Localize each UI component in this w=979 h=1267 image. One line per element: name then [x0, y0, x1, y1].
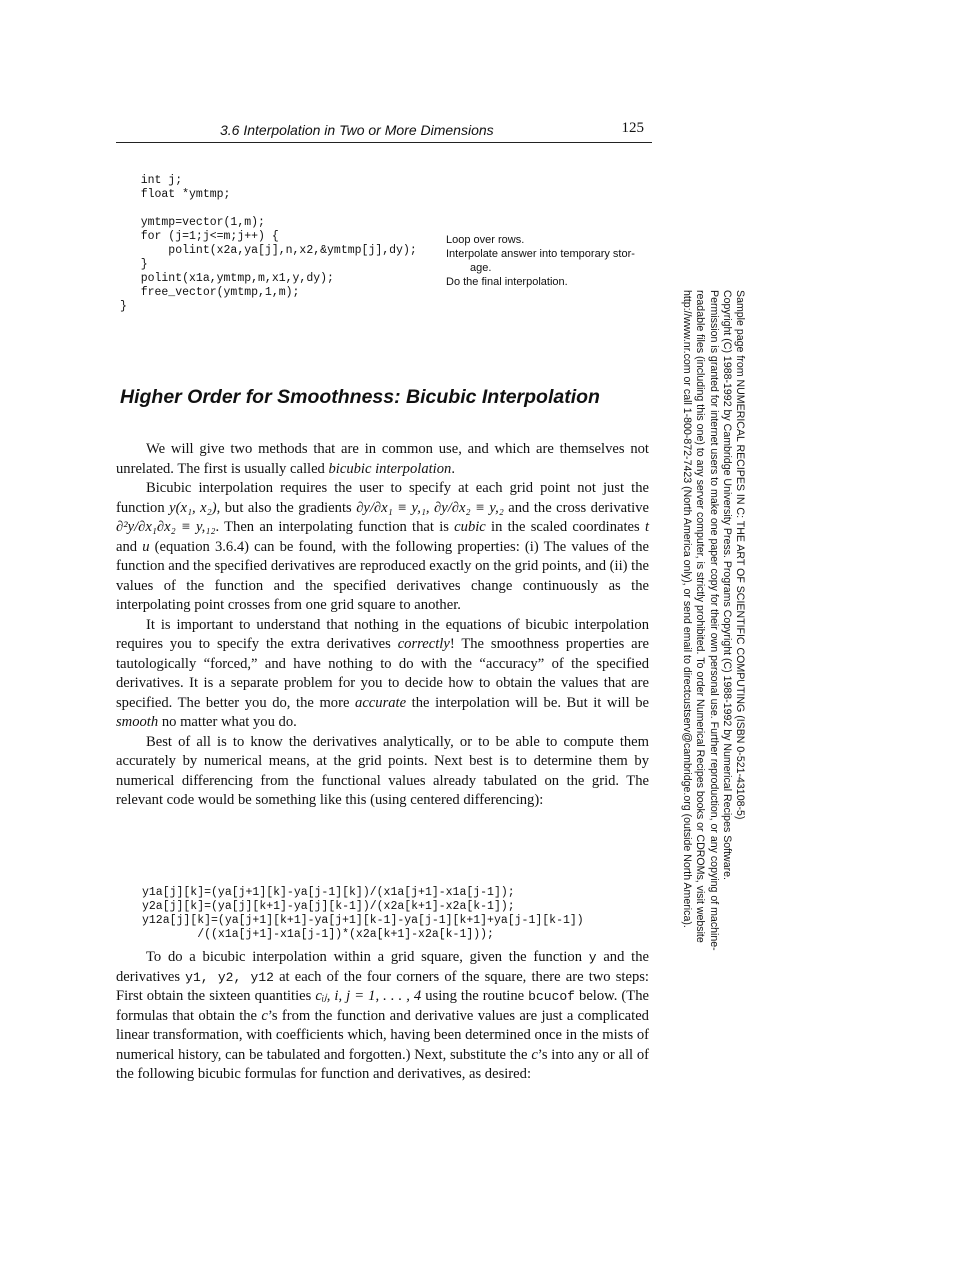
code-line: for (j=1;j<=m;j++) { [120, 230, 279, 243]
body-text-lower [116, 948, 649, 1085]
copyright-sidebar [681, 290, 746, 951]
paragraph-analytic-derivatives: Best of all is to know the derivatives analytically, or to be able to compute them accurately by numerical means, at the grid points. Next best is to determine them by numerical differencing from the functional values already tabulated on the grid. The relevant code would be something like this (using centered differencing): [116, 733, 649, 808]
code-line: float *ymtmp; [120, 188, 231, 201]
paragraph-intro: We will give two methods that are in common use, and which are themselves not unrelated. The first is usually called bicubic interpolation. [116, 441, 649, 477]
section-heading: Higher Order for Smoothness: Bicubic Interpolation [120, 386, 600, 408]
code-block-polin2-end [120, 174, 417, 314]
running-head [116, 120, 652, 143]
body-text-upper [116, 440, 649, 811]
code-line: int j; [120, 174, 183, 187]
code-line [120, 202, 417, 216]
copyright-sidebar-text [680, 290, 746, 951]
copyright-line: http://www.nr.com or call 1-800-872-7423 (North America only), or send email to directcustserv@cambridge.org (outside North America). [681, 290, 694, 928]
code-line: polint(x2a,ya[j],n,x2,&ymtmp[j],dy); [120, 244, 417, 257]
copyright-line: Sample page from NUMERICAL RECIPES IN C: THE ART OF SCIENTIFIC COMPUTING (ISBN 0-521-43108-5) [734, 290, 746, 820]
code-line: free_vector(ymtmp,1,m); [120, 286, 300, 299]
paragraph-derivative-correctness: It is important to understand that nothing in the equations of bicubic interpolation requires you to specify the extra derivatives correctly! The smoothness properties are tautologically “forced,” and have nothing to do with the “accuracy” of the specified derivatives. It is a separate problem for you to decide how to obtain the values that are specified. The better you do, the more accurate the interpolation will be. But it will be smooth no matter what you do. [116, 616, 649, 730]
code-line: polint(x1a,ymtmp,m,x1,y,dy); [120, 272, 334, 285]
code-line: y1a[j][k]=(ya[j+1][k]-ya[j-1][k])/(x1a[j+1]-x1a[j-1]); [142, 886, 515, 899]
code-line: } [120, 300, 127, 313]
comment-final-interpolation: Do the final interpolation. [446, 276, 568, 288]
paragraph-bicubic-steps: To do a bicubic interpolation within a grid square, given the function y and the derivatives y1, y2, y12 at each of the four corners of the square, there are two steps: First obtain the sixteen quantities cᵢⱼ, i, j = 1, . . . , 4 using the routine bcucof below. (The formulas that obtain the c’s from the function and derivative values are just a complicated linear transformation, with coefficients which, having been determined once in the mists of numerical history, can be tabulated and forgotten.) Next, substitute the c’s into any or all of the following bicubic formulas for function and derivatives, as desired: [116, 949, 650, 1082]
code-line: ymtmp=vector(1,m); [120, 216, 265, 229]
copyright-line: Copyright (C) 1988-1992 by Cambridge University Press. Programs Copyright (C) 1988-1992 by Numerical Recipes Software. [720, 290, 733, 880]
comment-loop-rows: Loop over rows. [446, 234, 525, 246]
comment-interpolate-temp: Interpolate answer into temporary stor- [446, 248, 635, 260]
page-number: 125 [621, 120, 644, 136]
code-line: /((x1a[j+1]-x1a[j-1])*(x2a[k+1]-x2a[k-1])); [142, 928, 494, 941]
copyright-line: readable files (including this one) to any server computer, is strictly prohibited. To order Numerical Recipes books or CDROMs, visit website [694, 290, 707, 943]
code-line: y12a[j][k]=(ya[j+1][k+1]-ya[j+1][k-1]-ya[j-1][k+1]+ya[j-1][k-1]) [142, 914, 584, 927]
code-line: } [120, 258, 148, 271]
paragraph-bicubic-requirements: Bicubic interpolation requires the user to specify at each grid point not just the function y(x₁, x₂), but also the gradients ∂y/∂x₁ ≡ y,₁, ∂y/∂x₂ ≡ y,₂ and the cross derivative ∂²y/∂x₁∂x₂ ≡ y,₁₂. Then an interpolating function that is cubic in the scaled coordinates t and u (equation 3.6.4) can be found, with the following properties: (i) The values of the function and the specified derivatives are reproduced exactly on the grid points, and (ii) the values of the function and the specified derivatives change continuously as the interpolating point crosses from one grid square to another. [116, 480, 650, 613]
code-line: y2a[j][k]=(ya[j][k+1]-ya[j][k-1])/(x2a[k+1]-x2a[k-1]); [142, 900, 515, 913]
copyright-line: Permission is granted for internet users to make one paper copy for their own personal use. Further reproduction, or any copying of machine- [707, 290, 720, 951]
comment-interpolate-temp-cont: age. [470, 262, 492, 274]
section-running-title: 3.6 Interpolation in Two or More Dimensions [220, 122, 494, 138]
code-block-centered-differencing [142, 886, 584, 942]
